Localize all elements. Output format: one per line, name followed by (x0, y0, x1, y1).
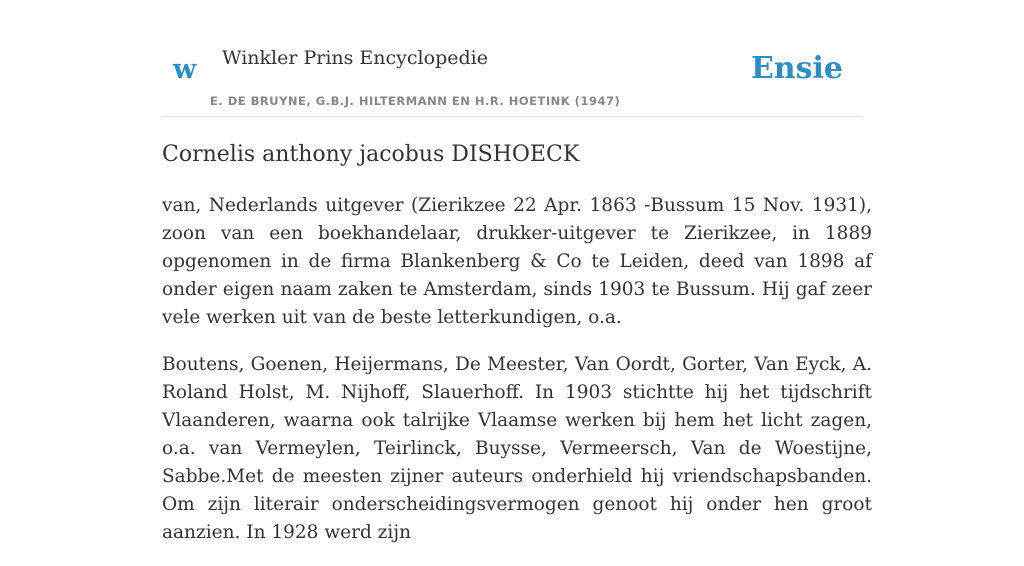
source-authors: E. DE BRUYNE, G.B.J. HILTERMANN EN H.R. HOETINK (1947) (210, 94, 621, 108)
source-title[interactable]: Winkler Prins Encyclopedie (222, 47, 488, 69)
source-header (162, 0, 862, 117)
article-headword: Cornelis anthony jacobus DISHOECK (162, 142, 580, 167)
page-container (162, 0, 872, 543)
article-body (162, 192, 872, 566)
article-paragraph: van, Nederlands uitgever (Zierikzee 22 Apr. 1863 -Bussum 15 Nov. 1931), zoon van een boekhandelaar, drukker-uitgever te Zierikzee, in 1889 opgenomen in de firma Blankenberg & Co te Leiden, deed van 1898 af onder eigen naam zaken te Amsterdam, sinds 1903 te Bussum. Hij gaf zeer vele werken uit van de beste letterkundigen, o.a. (162, 195, 872, 328)
source-logo[interactable]: w (173, 54, 197, 85)
ensie-logo[interactable]: Ensie (750, 51, 843, 86)
article-paragraph: Boutens, Goenen, Heijermans, De Meester, Van Oordt, Gorter, Van Eyck, A. Roland Holst, M. Nijhoff, Slauerhoff. In 1903 stichtte hij het tijdschrift Vlaanderen, waarna ook talrijke Vlaamse werken bij hem het licht zagen, o.a. van Vermeylen, Teirlinck, Buysse, Vermeersch, Van de Woestijne, Sabbe.Met de meesten zijner auteurs onderhield hij vriendschapsbanden. Om zijn literair onderscheidingsvermogen genoot hij onder hen groot aanzien. In 1928 werd zijn (162, 354, 872, 543)
